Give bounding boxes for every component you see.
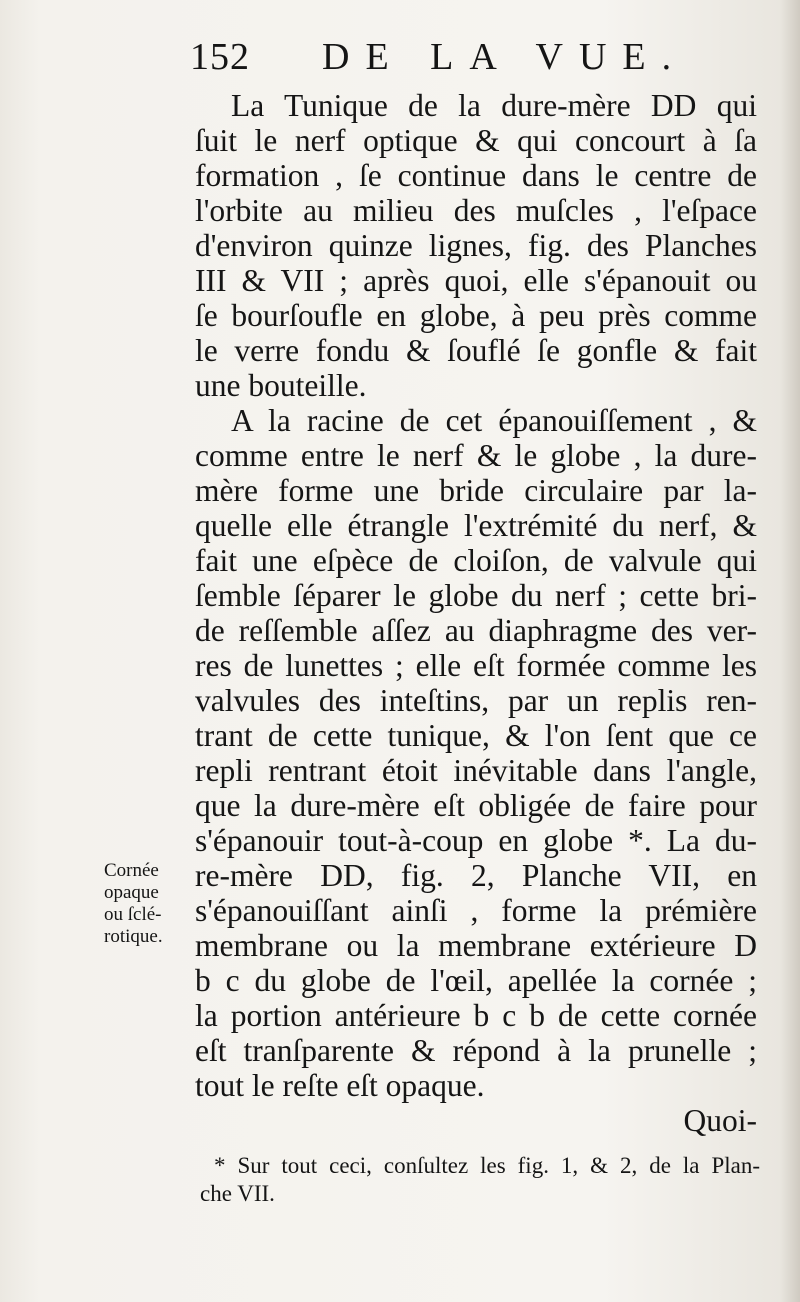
margin-note-line: Cornée xyxy=(104,860,159,881)
footnote xyxy=(200,1152,760,1208)
text-line: ſuit le nerf optique & qui concourt à ſa xyxy=(195,123,757,158)
footnote-line: che VII. xyxy=(200,1181,275,1206)
text-line: que la dure-mère eſt obligée de faire pour xyxy=(195,788,757,823)
margin-note xyxy=(104,860,194,948)
text-line: s'épanouiſſant ainſi , forme la prémière xyxy=(195,893,757,928)
text-line: ſemble ſéparer le globe du nerf ; cette bri- xyxy=(195,578,757,613)
text-line: une bouteille. xyxy=(195,368,367,403)
text-line: III & VII ; après quoi, elle s'épanouit ou xyxy=(195,263,757,298)
text-line: tout le reſte eſt opaque. xyxy=(195,1068,485,1103)
text-line: l'orbite au milieu des muſcles , l'eſpace xyxy=(195,193,757,228)
text-line: La Tunique de la dure-mère DD qui xyxy=(231,88,757,123)
text-line: d'environ quinze lignes, fig. des Planches xyxy=(195,228,757,263)
text-line: la portion antérieure b c b de cette cornée xyxy=(195,998,757,1033)
text-line: quelle elle étrangle l'extrémité du nerf, & xyxy=(195,508,757,543)
text-line: membrane ou la membrane extérieure D xyxy=(195,928,757,963)
text-line: de reſſemble aſſez au diaphragme des ver- xyxy=(195,613,757,648)
footnote-line: * Sur tout ceci, conſultez les fig. 1, & 2, de la Plan- xyxy=(214,1153,760,1178)
text-line: s'épanouir tout-à-coup en globe *. La du- xyxy=(195,823,757,858)
margin-note-line: rotique. xyxy=(104,926,163,947)
text-line: eſt tranſparente & répond à la prunelle ; xyxy=(195,1033,757,1068)
margin-note-line: opaque xyxy=(104,882,159,903)
text-line: comme entre le nerf & le globe , la dure- xyxy=(195,438,757,473)
text-line: trant de cette tunique, & l'on ſent que ce xyxy=(195,718,757,753)
text-line: A la racine de cet épanouiſſement , & xyxy=(231,403,757,438)
text-line: repli rentrant étoit inévitable dans l'angle, xyxy=(195,753,757,788)
text-line: mère forme une bride circulaire par la- xyxy=(195,473,757,508)
catchword: Quoi- xyxy=(683,1103,757,1138)
text-line: fait une eſpèce de cloiſon, de valvule qui xyxy=(195,543,757,578)
page-header xyxy=(190,32,750,82)
running-title: DE LA VUE. xyxy=(322,36,688,78)
main-text xyxy=(195,88,757,1138)
text-line: ſe bourſoufle en globe, à peu près comme xyxy=(195,298,757,333)
text-line: valvules des inteſtins, par un replis ren- xyxy=(195,683,757,718)
margin-note-line: ou ſclé- xyxy=(104,904,162,925)
text-line: re-mère DD, fig. 2, Planche VII, en xyxy=(195,858,757,893)
text-line: b c du globe de l'œil, apellée la cornée ; xyxy=(195,963,757,998)
text-line: formation , ſe continue dans le centre de xyxy=(195,158,757,193)
text-line: le verre fondu & ſouflé ſe gonfle & fait xyxy=(195,333,757,368)
text-line: res de lunettes ; elle eſt formée comme les xyxy=(195,648,757,683)
page-number: 152 xyxy=(190,36,250,78)
